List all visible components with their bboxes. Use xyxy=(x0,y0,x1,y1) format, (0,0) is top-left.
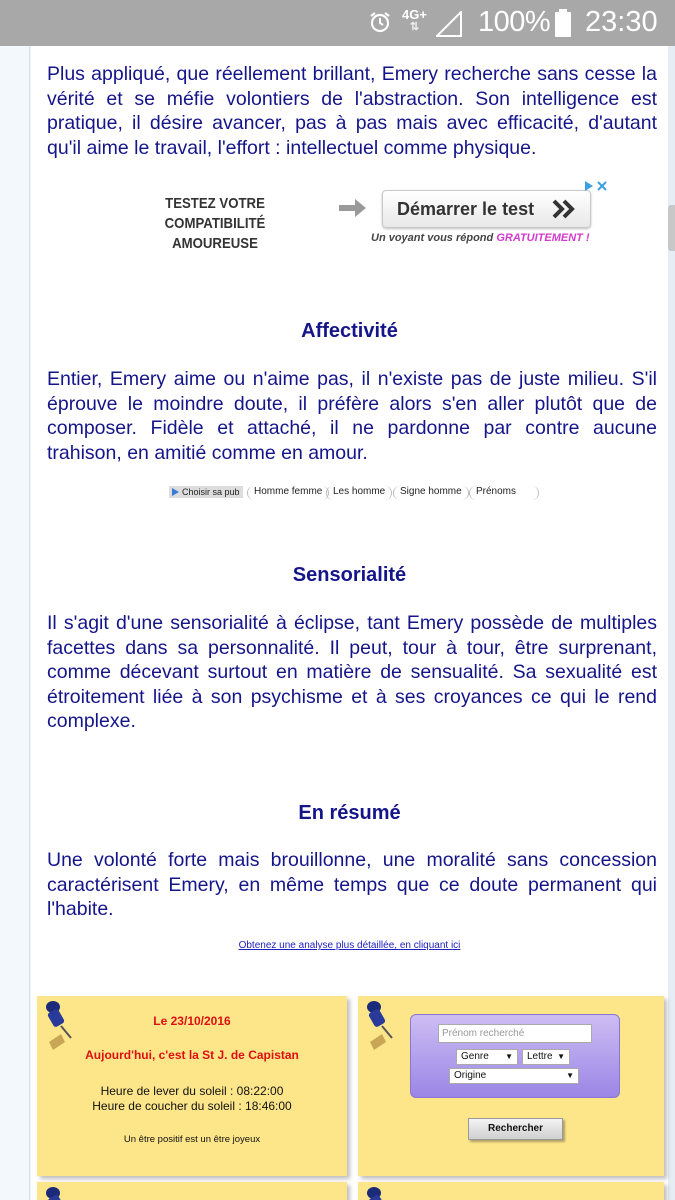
dropdown-arrow-icon: ▼ xyxy=(557,1052,565,1061)
arrow-right-icon xyxy=(339,198,367,218)
compatibility-ad[interactable] xyxy=(115,180,610,250)
calendar-date: Le 23/10/2016 xyxy=(153,1014,231,1028)
search-button[interactable]: Rechercher xyxy=(468,1118,563,1140)
section-text-affectivite: Entier, Emery aime ou n'aime pas, il n'existe pas de juste milieu. S'il éprouve le moindre doute, il préfère alors s'en aller plutôt que de composer. Fidèle et attaché, il ne pardonne par contre aucune trahison, en amitié comme en amour. xyxy=(47,368,657,464)
section-text-en-resume: Une volonté forte mais brouillonne, une moralité sans concession caractérisent Emery, en même temps que ce doute permanent qui l'habite. xyxy=(47,849,657,920)
double-chevron-icon xyxy=(552,199,576,219)
sun-times xyxy=(37,1084,347,1114)
firstname-search-input[interactable]: Prénom recherché xyxy=(438,1024,592,1043)
next-note-right xyxy=(358,1182,664,1200)
battery-icon xyxy=(554,9,572,37)
intro-paragraph: Plus appliqué, que réellement brillant, Emery recherche sans cesse la vérité et se méfie volontiers de l'abstraction. Son intelligence est pratique, il désire avancer, pas à pas mais avec efficacité, d'autant qu'il aime le travail, l'effort : intellectuel comme physique. xyxy=(47,63,657,159)
lettre-select-value: Lettre xyxy=(527,1051,553,1062)
ad-subtext-main: Un voyant vous répond xyxy=(371,232,494,244)
pushpin-icon xyxy=(41,1184,75,1200)
genre-select[interactable] xyxy=(456,1049,518,1065)
left-gutter xyxy=(0,46,30,1200)
link-unit-homme-femme[interactable]: Homme femme xyxy=(247,486,329,500)
signal-icon xyxy=(436,11,462,37)
choose-ad-label: Choisir sa pub xyxy=(182,487,240,497)
ad-choices-icon[interactable] xyxy=(583,180,609,192)
article-content xyxy=(31,46,668,1200)
network-indicator xyxy=(402,8,427,34)
choose-ad-button[interactable] xyxy=(169,486,243,498)
section-title-sensorialite: Sensorialité xyxy=(292,564,407,586)
link-unit-prenoms[interactable]: Prénoms xyxy=(469,486,539,500)
sunset-time: Heure de coucher du soleil : 18:46:00 xyxy=(92,1099,292,1113)
search-form xyxy=(410,1014,620,1098)
origine-select[interactable] xyxy=(449,1068,579,1084)
lettre-select[interactable] xyxy=(522,1049,570,1065)
name-search-note xyxy=(358,996,664,1176)
next-note-left xyxy=(37,1182,347,1200)
dropdown-arrow-icon: ▼ xyxy=(566,1071,574,1080)
status-bar xyxy=(0,0,675,46)
origine-select-value: Origine xyxy=(454,1070,487,1081)
alarm-icon xyxy=(368,10,392,34)
pushpin-icon xyxy=(362,1184,396,1200)
ad-subtext xyxy=(371,232,590,244)
sunrise-time: Heure de lever du soleil : 08:22:00 xyxy=(100,1084,284,1098)
clock: 23:30 xyxy=(585,6,658,38)
calendar-note xyxy=(37,996,347,1176)
detailed-analysis-link[interactable]: Obtenez une analyse plus détaillée, en cliquant ici xyxy=(238,940,461,951)
network-arrows-icon: ⇅ xyxy=(409,21,420,33)
ad-subtext-highlight: GRATUITEMENT ! xyxy=(496,232,590,244)
genre-select-value: Genre xyxy=(461,1051,489,1062)
ad-headline-line2: COMPATIBILITÉ AMOUREUSE xyxy=(164,215,266,252)
network-type: 4G+ xyxy=(402,7,427,22)
battery-percentage: 100% xyxy=(478,6,551,38)
saint-of-the-day: Aujourd'hui, c'est la St J. de Capistan xyxy=(85,1048,299,1062)
daily-motto: Un être positif est un être joyeux xyxy=(123,1134,261,1145)
play-icon xyxy=(172,488,179,496)
start-test-label: Démarrer le test xyxy=(397,199,535,219)
section-title-en-resume: En résumé xyxy=(298,802,401,824)
dropdown-arrow-icon: ▼ xyxy=(505,1052,513,1061)
ad-headline xyxy=(127,194,303,254)
link-unit-signe-homme[interactable]: Signe homme xyxy=(393,486,469,500)
section-text-sensorialite: Il s'agit d'une sensorialité à éclipse, tant Emery possède de multiples facettes dans sa personnalité. Il peut, tour à tour, être surprenant, comme décevant surtout en matière de sensualité. Sa sexualité est étroitement liée à son psychisme et à ses croyances ce qui le rend complexe. xyxy=(47,612,657,732)
section-title-affectivite: Affectivité xyxy=(301,320,398,342)
link-unit-les-homme[interactable]: Les homme xyxy=(326,486,392,500)
edge-panel-handle[interactable] xyxy=(668,205,675,251)
ad-headline-line1: TESTEZ VOTRE xyxy=(165,195,265,212)
pushpin-icon xyxy=(362,998,396,1056)
start-test-button[interactable] xyxy=(382,190,591,228)
